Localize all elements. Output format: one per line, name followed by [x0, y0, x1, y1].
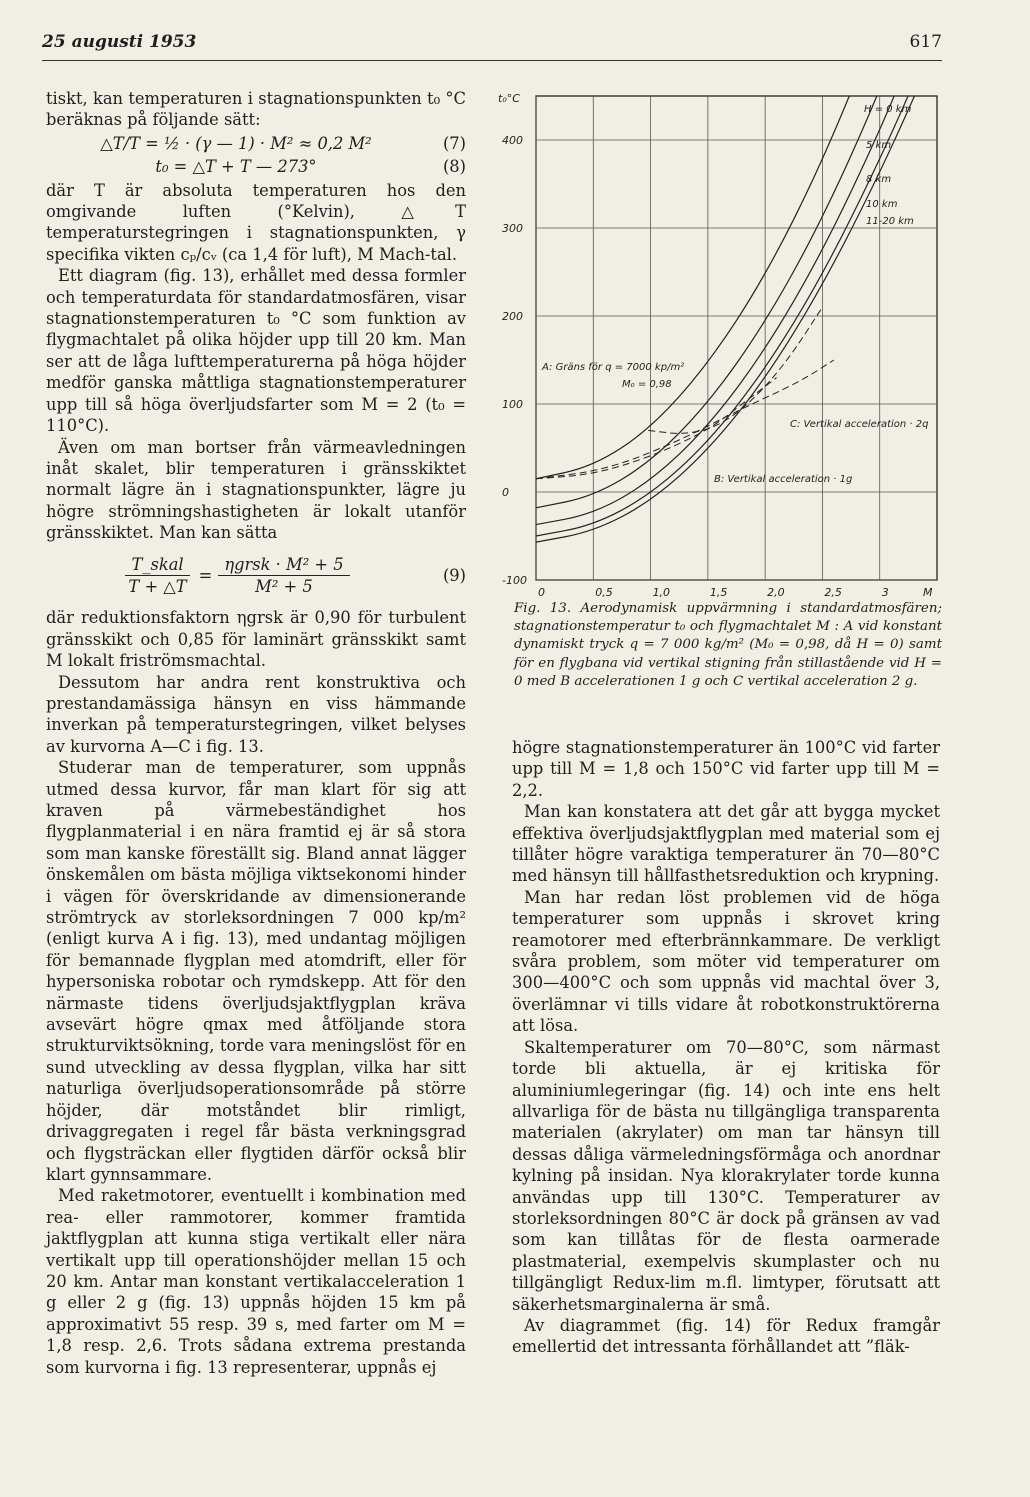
- x-tick-label: 2,0: [767, 586, 785, 599]
- series-line-b: [536, 378, 777, 479]
- equation-expression: △T/T = ½ · (γ — 1) · M² ≈ 0,2 M²: [100, 133, 372, 153]
- equation-number: (9): [442, 565, 466, 585]
- figure-caption: [514, 600, 942, 691]
- paragraph: Man har redan löst problemen vid de höga temperaturer som uppnås i skrovet kring reamotorer med efterbrännkammare. De verkligt svåra problem, som möter vid temperaturer om 300—400°C och som uppnås vid machtal över 3, överlämnar vi tills vidare åt robotkonstruktörerna att lösa.: [512, 887, 940, 1036]
- x-tick-label: 0,5: [595, 586, 613, 599]
- x-tick-label: 3: [881, 586, 889, 599]
- paragraph: Man kan konstatera att det går att bygga mycket effektiva överljudsjaktflygplan med material som ej tillåter högre varaktiga temperaturer än 70—80°C med hänsyn till hållfasthetsreduktion och krypning.: [512, 802, 940, 886]
- y-tick-label: 0: [502, 486, 509, 499]
- y-axis-label: t₀°C: [498, 92, 520, 105]
- paragraph: högre stagnationstemperaturer än 100°C vid farter upp till M = 1,8 och 150°C vid farter upp till M = 2,2.: [512, 738, 940, 800]
- fraction-rhs: [218, 554, 349, 598]
- paragraph: Studerar man de temperaturer, som uppnås utmed dessa kurvor, får man klart för sig att kraven på värmebeständighet hos flygplanmaterial i en nära framtid ej är så stora som man kanske föreställt sig. Bland annat lägger önskemålen om bästa möjliga viktsekonomi hinder i vägen för överskridande av dimensionerande strömtryck av storleksordningen 7 000 kp/m² (enligt kurva A i fig. 13), med undantag möjligen för bemannade flygplan med atomdrift, eller för hypersoniska robotar och rymdskepp. Att för den närmaste tidens överljudsjaktflygplan kräva avsevärt högre qmax med åtföljande stora strukturviktsökning, torde vara meningslöst för en sund utveckling av dessa flygplan, vilka har sitt naturliga överljudsoperationsområde på större höjder, där motståndet blir rimligt, drivaggregaten i regel får bästa verkningsgrad och flygsträckan eller flygtiden därför också blir klart gynnsammare.: [46, 758, 466, 1184]
- series-label: 8 km: [866, 174, 892, 185]
- series-label: 11-20 km: [866, 216, 914, 227]
- paragraph: tiskt, kan temperaturen i stagnationspunkten t₀ °C beräknas på följande sätt:: [46, 89, 466, 130]
- series-label: H = 0 km: [864, 104, 912, 115]
- y-tick-label: 200: [502, 310, 523, 323]
- fraction-numerator: ηgrsk · M² + 5: [218, 554, 349, 576]
- paragraph: där reduktionsfaktorn ηgrsk är 0,90 för turbulent gränsskikt och 0,85 för laminärt gränsskikt samt M lokalt friströmsmachtal.: [46, 608, 466, 671]
- paragraph: Ett diagram (fig. 13), erhållet med dessa formler och temperaturdata för standardatmosfären, visar stagnationstemperaturen t₀ °C som funktion av flygmachtalet på olika höjder upp till 20 km. Man ser att de låga lufttemperaturerna på höga höjder medför ganska måttliga stagnationstemperaturer upp till så höga överljudsfarter som M = 2 (t₀ = 110°C).: [46, 266, 466, 436]
- series-label: M₀ = 0,98: [622, 379, 672, 390]
- page-header: [42, 32, 942, 61]
- x-tick-label: 0: [538, 586, 545, 599]
- equals-sign: =: [198, 565, 213, 585]
- paragraph: där T är absoluta temperaturen hos den omgivande luften (°Kelvin), △T temperaturstegringen i stagnationspunkten, γ specifika vikten cₚ/cᵥ (ca 1,4 för luft), M Mach-tal.: [46, 180, 466, 264]
- paragraph: Av diagrammet (fig. 14) för Redux framgår emellertid det intressanta förhållandet att ”fläk-: [512, 1315, 940, 1357]
- y-tick-label: 300: [502, 222, 523, 235]
- y-tick-label: 100: [502, 398, 523, 411]
- paragraph: Skaltemperaturer om 70—80°C, som närmast torde bli aktuella, är ej kritiska för aluminiumlegeringar (fig. 14) och inte ens helt allvarliga för de bästa nu tillgängliga transparenta materialen (akrylater) om man tar hänsyn till dessas dåliga värmeledningsförmåga och anordnar kylning på insidan. Nya klorakrylater torde kunna användas upp till 130°C. Temperaturer av storleksordningen 80°C är dock på gränsen av vad som kan tillåtas för de flesta oarmerade plastmaterial, exempelvis skumplaster och nu tillgängligt Redux-lim m.fl. limtyper, förutsatt att säkerhetsmarginalerna är små.: [512, 1037, 940, 1314]
- paragraph: Även om man bortser från värmeavledningen inåt skalet, blir temperaturen i gränsskiktet normalt lägre än i stagnationspunkter, lägre ju högre strömningshastigheten är lokalt utanför gränsskiktet. Man kan sätta: [46, 437, 466, 543]
- equation-number: (8): [442, 157, 466, 177]
- equation-expression: t₀ = △T + T — 273°: [155, 157, 317, 177]
- equation-number: (7): [442, 133, 466, 153]
- page-number: 617: [909, 32, 942, 52]
- equation-7: [46, 133, 466, 154]
- x-tick-label: 1,0: [652, 586, 671, 599]
- figure-13: [482, 82, 952, 602]
- series-label: A: Gräns för q = 7000 kp/m²: [542, 362, 685, 373]
- series-line-5-km: [536, 82, 914, 508]
- paragraph: Med raketmotorer, eventuellt i kombination med rea- eller rammotorer, kommer framtida jaktflygplan att kunna stiga vertikalt eller nära vertikalt upp till operationshöjder mellan 15 och 20 km. Antar man konstant vertikalacceleration 1 g eller 2 g (fig. 13) uppnås höjden 15 km på approximativt 55 resp. 39 s, med farter om M = 1,8 resp. 2,6. Trots sådana extrema prestanda som kurvorna i fig. 13 representerar, uppnås ej: [46, 1186, 466, 1377]
- x-tick-label: 2,5: [824, 586, 842, 599]
- series-line-8-km: [536, 82, 914, 525]
- series-label: C: Vertikal acceleration · 2q: [790, 419, 929, 430]
- fraction-numerator: T_skal: [125, 554, 189, 576]
- fraction-denominator: T + △T: [128, 576, 187, 596]
- y-tick-label: -100: [502, 574, 527, 587]
- equation-8: [46, 156, 466, 177]
- left-column: [46, 88, 466, 1378]
- series-label: 10 km: [866, 199, 898, 210]
- fraction-lhs: [122, 554, 192, 598]
- y-tick-label: 400: [502, 134, 523, 147]
- caption-text: Fig. 13. Aerodynamisk uppvärmning i standardatmosfären; stagnationstemperatur t₀ och flygmachtalet M : A vid konstant dynamiskt tryck q = 7 000 kg/m² (M₀ = 0,98, då H = 0) samt för en flygbana vid vertikal stigning från stillastående vid H = 0 med B accelerationen 1 g och C vertikal acceleration 2 g.: [514, 601, 942, 689]
- plot-frame: [536, 96, 937, 580]
- fraction-denominator: M² + 5: [255, 576, 313, 596]
- right-column: [512, 737, 940, 1358]
- x-tick-label: 1,5: [709, 586, 728, 599]
- series-label: B: Vertikal acceleration · 1g: [714, 474, 853, 485]
- x-tick-label: M: [923, 586, 933, 599]
- series-label: 5 km: [866, 140, 892, 151]
- equation-9: [46, 554, 466, 598]
- chart-svg: [482, 82, 952, 602]
- paragraph: Dessutom har andra rent konstruktiva och prestandamässiga hänsyn en viss hämmande inverkan på temperaturstegringen, vilket belyses av kurvorna A—C i fig. 13.: [46, 672, 466, 756]
- issue-date: 25 augusti 1953: [42, 32, 197, 52]
